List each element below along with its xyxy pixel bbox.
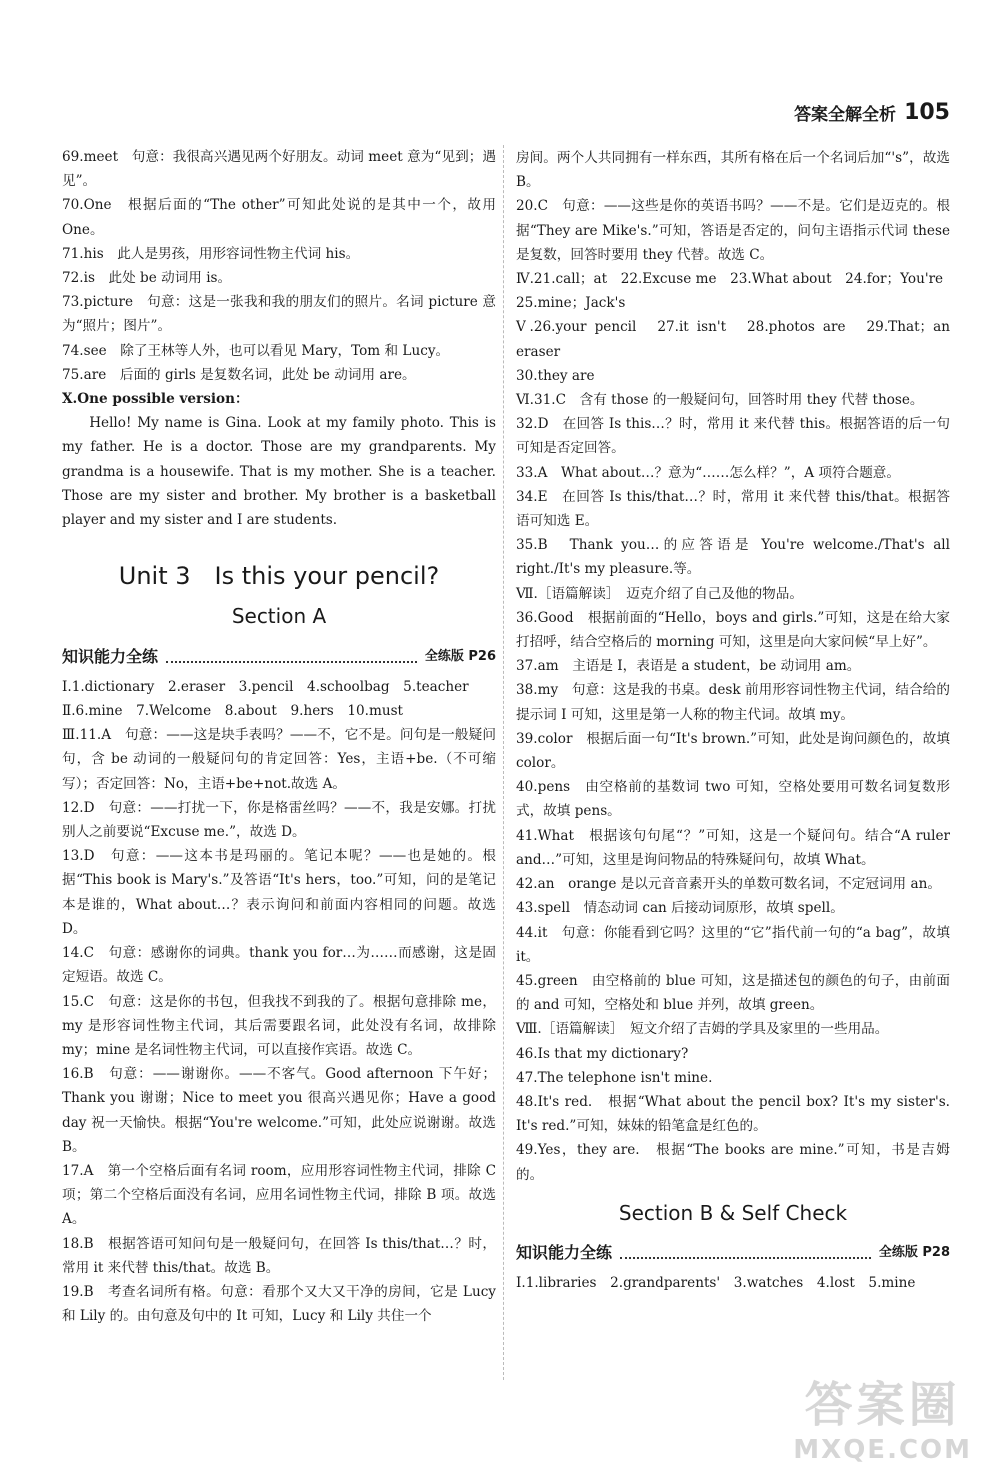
answer-item: 32.D 在回答 Is this…？时，常用 it 来代替 this。根据答语的后一句可知是否定回答。	[516, 416, 950, 457]
answer-item: Ⅶ.［语篇解读］ 迈克介绍了自己及他的物品。	[516, 585, 803, 602]
answer-item: 25.mine；Jack's	[516, 295, 626, 312]
answer-item: 30.they are	[516, 367, 595, 384]
dotted-leader	[620, 1247, 871, 1259]
watermark-url: MXQE.COM	[793, 1435, 972, 1465]
practice-bar-label: 知识能力全练	[516, 1242, 613, 1262]
practice-bar-ref: 全练版 P26	[424, 648, 496, 664]
answer-item: 13.D 句意：——这本书是玛丽的。笔记本呢？——也是她的。根据“This book is Mary's.”及答语“It's hers，too.”可知，问的是笔记本是谁的，What about…？表示询问和前面内容相同的问题。故选 D。	[62, 848, 496, 937]
section-title-b: Section B & Self Check	[618, 1200, 848, 1225]
answer-item: 37.am 主语是 I，表语是 a student，be 动词用 am。	[516, 658, 861, 675]
column-divider	[503, 145, 504, 1380]
answer-item: Ⅰ.1.libraries 2.grandparents' 3.watches 4.lost 5.mine	[516, 1275, 916, 1292]
answer-item: 42.an orange 是以元音音素开头的单数可数名词，不定冠词用 an。	[516, 876, 941, 893]
answer-item: 34.E 在回答 Is this/that…？时，常用 it 来代替 this/that。根据答语可知选 E。	[516, 488, 950, 530]
watermark-logo	[793, 1366, 972, 1465]
right-column	[516, 146, 950, 1295]
answer-item: 房间。两个人共同拥有一样东西，其所有格在后一个名词后加“'s”，故选 B。	[516, 150, 950, 191]
answer-item: Ⅷ.［语篇解读］ 短文介绍了吉姆的学具及家里的一些用品。	[516, 1021, 889, 1038]
answer-item: 45.green 由空格前的 blue 可知，这是描述包的颜色的句子，由前面的 and 可知，空格处和 blue 并列，故填 green。	[516, 972, 950, 1014]
answer-item: 16.B 句意：——谢谢你。——不客气。Good afternoon 下午好；Thank you 谢谢；Nice to meet you 很高兴遇见你；Have a good day 祝一天愉快。根据“You're welcome.”可知，此处应说谢谢。故选 B。	[62, 1066, 496, 1155]
answer-item: 74.see 除了王林等人外，也可以看见 Mary，Tom 和 Lucy。	[62, 342, 450, 359]
page-number: 105	[904, 100, 950, 125]
answer-item: Ⅰ.1.dictionary 2.eraser 3.pencil 4.schoolbag 5.teacher	[62, 678, 469, 695]
answer-item: Ⅱ.6.mine 7.Welcome 8.about 9.hers 10.must	[62, 703, 404, 720]
answer-item: 15.C 句意：这是你的书包，但我找不到我的了。根据句意排除 me，my 是形容词性物主代词，其后需要跟名词，此处没有名词，故排除 my；mine 是名词性物主代词，可以直接作宾语。故选 C。	[62, 993, 496, 1058]
section-title: Section A	[231, 604, 327, 629]
practice-bar-label: 知识能力全练	[62, 646, 159, 666]
answer-item: 72.is 此处 be 动词用 is。	[62, 270, 232, 287]
unit-title: Unit 3 Is this your pencil?	[118, 562, 440, 591]
page-header	[794, 100, 950, 125]
answer-item: 43.spell 情态动词 can 后接动词原形，故填 spell。	[516, 900, 844, 917]
answer-item: 40.pens 由空格前的基数词 two 可知，空格处要用可数名词复数形式，故填 pens。	[516, 779, 950, 820]
answer-item: Ⅴ.26.your pencil 27.it isn't 28.photos are 29.That；an eraser	[516, 319, 950, 360]
essay-heading: Ⅹ.One possible version：	[62, 391, 249, 408]
dotted-leader	[166, 651, 417, 663]
answer-item: 33.A What about…？意为“……怎么样？”，A 项符合题意。	[516, 464, 900, 481]
answer-item: Ⅲ.11.A 句意：——这是块手表吗？——不，它不是。问句是一般疑问句，含 be 动词的一般疑问句的肯定回答：Yes，主语+be.（不可缩写）；否定回答：No，主语+be+not.故选 A。	[62, 727, 496, 792]
practice-bar	[516, 1241, 950, 1265]
answer-item: 17.A 第一个空格后面有名词 room，应用形容词性物主代词，排除 C 项；第二个空格后面没有名词，应用名词性物主代词，排除 B 项。故选 A。	[62, 1162, 496, 1228]
answer-item: 48.It's red. 根据“What about the pencil box? It's my sister's. It's red.”可知，妹妹的铅笔盒是红色的。	[516, 1093, 950, 1135]
answer-item: 71.his 此人是男孩，用形容词性物主代词 his。	[62, 245, 360, 262]
answer-item: Ⅳ.21.call；at 22.Excuse me 23.What about 24.for；You're	[516, 271, 944, 288]
practice-bar	[62, 645, 496, 669]
answer-item: 75.are 后面的 girls 是复数名词，此处 be 动词用 are。	[62, 366, 416, 383]
answer-item: 38.my 句意：这是我的书桌。desk 前用形容词性物主代词，结合给的提示词 I 可知，这里是第一人称的物主代词。故填 my。	[516, 682, 950, 723]
answer-item: 39.color 根据后面一句“It's brown.”可知，此处是询问颜色的，故填 color。	[516, 730, 950, 772]
answer-item: 70.One 根据后面的“The other”可知此处说的是其中一个，故用 One。	[62, 197, 496, 238]
answer-item: 20.C 句意：——这些是你的英语书吗？——不是。它们是迈克的。根据“They are Mike's.”可知，答语是否定的，问句主语指示代词 these 是复数，回答时要用 they 代替。故选 C。	[516, 198, 950, 263]
answer-item: 69.meet 句意：我很高兴遇见两个好朋友。动词 meet 意为“见到；遇见”。	[62, 149, 496, 190]
answer-item: 49.Yes，they are. 根据“The books are mine.”可知，书是吉姆的。	[516, 1142, 950, 1183]
essay-text: Hello! My name is Gina. Look at my family photo. This is my father. He is a doctor. Those are my grandparents. My grandma is a housewife. That is my mother. She is a teacher. Those are my sister and brother. My brother is a basketball player and my sister and I are students.	[62, 415, 496, 529]
header-title: 答案全解全析	[794, 105, 897, 125]
answer-item: Ⅵ.31.C 含有 those 的一般疑问句，回答时用 they 代替 those。	[516, 392, 924, 409]
answer-item: 14.C 句意：感谢你的词典。thank you for…为……而感谢，这是固定短语。故选 C。	[62, 945, 496, 986]
answer-item: 19.B 考查名词所有格。句意：看那个又大又干净的房间，它是 Lucy 和 Lily 的。由句意及句中的 It 可知，Lucy 和 Lily 共住一个	[62, 1283, 496, 1325]
answer-item: 46.Is that my dictionary?	[516, 1045, 689, 1062]
watermark-text: 答案圈	[804, 1377, 961, 1433]
practice-bar-ref: 全练版 P28	[878, 1244, 950, 1260]
answer-item: 18.B 根据答语可知问句是一般疑问句，在回答 Is this/that…？时，常用 it 来代替 this/that。故选 B。	[62, 1235, 496, 1276]
answer-item: 44.it 句意：你能看到它吗？这里的“它”指代前一句的“a bag”，故填 it。	[516, 924, 950, 965]
answer-item: 36.Good 根据前面的“Hello，boys and girls.”可知，这是在给大家打招呼，结合空格后的 morning 可知，这里是向大家问候“早上好”。	[516, 609, 950, 651]
answer-item: 47.The telephone isn't mine.	[516, 1069, 713, 1086]
answer-item: 41.What 根据该句句尾“？”可知，这是一个疑问句。结合“A ruler and…”可知，这里是询问物品的特殊疑问句，故填 What。	[516, 827, 950, 868]
answer-item: 35.B Thank you…的应答语是 You're welcome./That's all right./It's my pleasure.等。	[516, 537, 950, 578]
left-column	[62, 145, 496, 1328]
answer-item: 73.picture 句意：这是一张我和我的朋友们的照片。名词 picture 意为“照片；图片”。	[62, 294, 496, 335]
answer-item: 12.D 句意：——打扰一下，你是格雷丝吗？——不，我是安娜。打扰别人之前要说“Excuse me.”，故选 D。	[62, 799, 496, 841]
